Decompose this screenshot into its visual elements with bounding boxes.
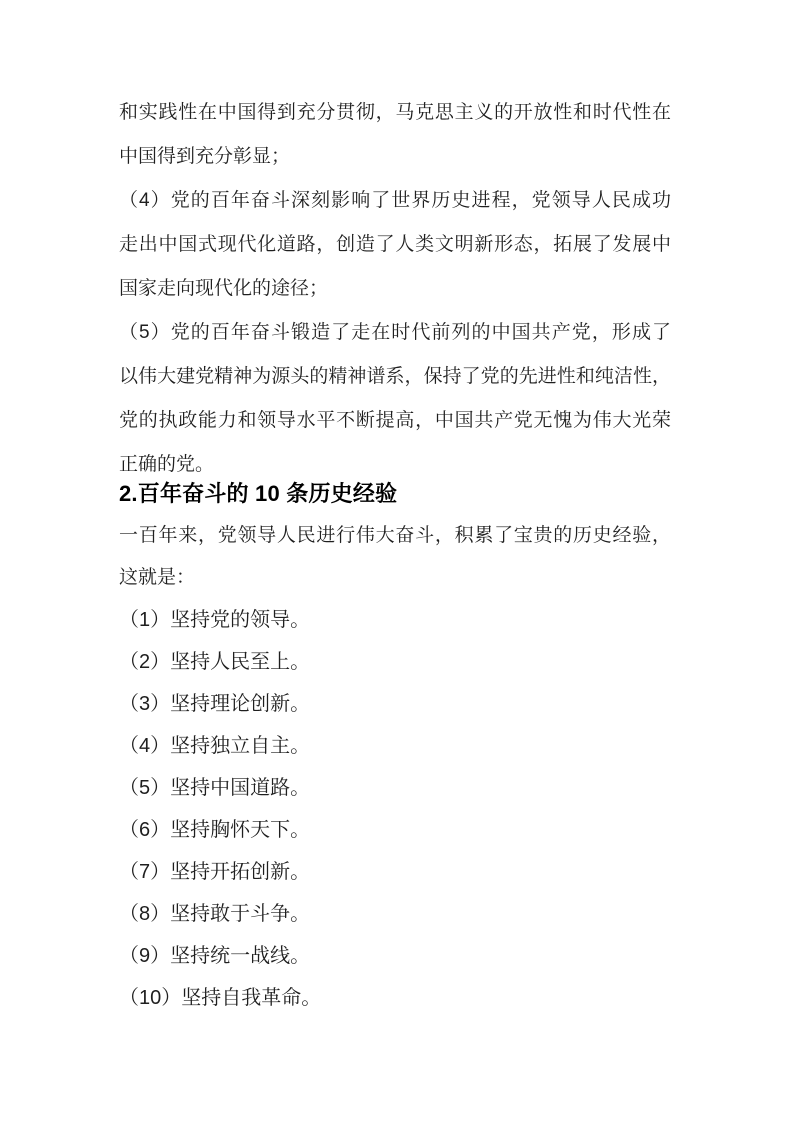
list-item: （4）坚持独立自主。 <box>119 735 311 757</box>
list-item: （6）坚持胸怀天下。 <box>119 819 311 841</box>
numbered-list <box>119 599 671 1019</box>
list-item: （9）坚持统一战线。 <box>119 945 311 967</box>
list-item: （7）坚持开拓创新。 <box>119 861 311 883</box>
text-line: 一百年来，党领导人民进行伟大奋斗，积累了宝贵的历史经验， <box>119 525 671 546</box>
list-item: （1）坚持党的领导。 <box>119 609 311 631</box>
section-heading: 2.百年奋斗的 10 条历史经验 <box>119 481 398 506</box>
page-content <box>119 91 671 1019</box>
text-line: 和实践性在中国得到充分贯彻，马克思主义的开放性和时代性在 <box>119 102 671 123</box>
text-line: 这就是： <box>119 567 196 588</box>
intro-paragraph <box>119 515 671 599</box>
text-line: 正确的党。 <box>119 454 215 475</box>
text-line: （5）党的百年奋斗锻造了走在时代前列的中国共产党，形成了 <box>119 322 671 343</box>
text-line: 党的执政能力和领导水平不断提高，中国共产党无愧为伟大光荣 <box>119 410 671 431</box>
list-item: （3）坚持理论创新。 <box>119 693 311 715</box>
paragraph-point-4 <box>119 179 671 311</box>
list-item: （10）坚持自我革命。 <box>119 987 322 1009</box>
list-item: （5）坚持中国道路。 <box>119 777 311 799</box>
text-line: 走出中国式现代化道路，创造了人类文明新形态，拓展了发展中 <box>119 234 671 255</box>
text-line: 以伟大建党精神为源头的精神谱系，保持了党的先进性和纯洁性， <box>119 366 671 387</box>
list-item: （2）坚持人民至上。 <box>119 651 311 673</box>
text-line: 中国得到充分彰显； <box>119 146 291 167</box>
list-item: （8）坚持敢于斗争。 <box>119 903 311 925</box>
text-line: 国家走向现代化的途径； <box>119 278 329 299</box>
text-line: （4）党的百年奋斗深刻影响了世界历史进程，党领导人民成功 <box>119 190 671 211</box>
paragraph-continuation <box>119 91 671 179</box>
paragraph-point-5 <box>119 311 671 487</box>
